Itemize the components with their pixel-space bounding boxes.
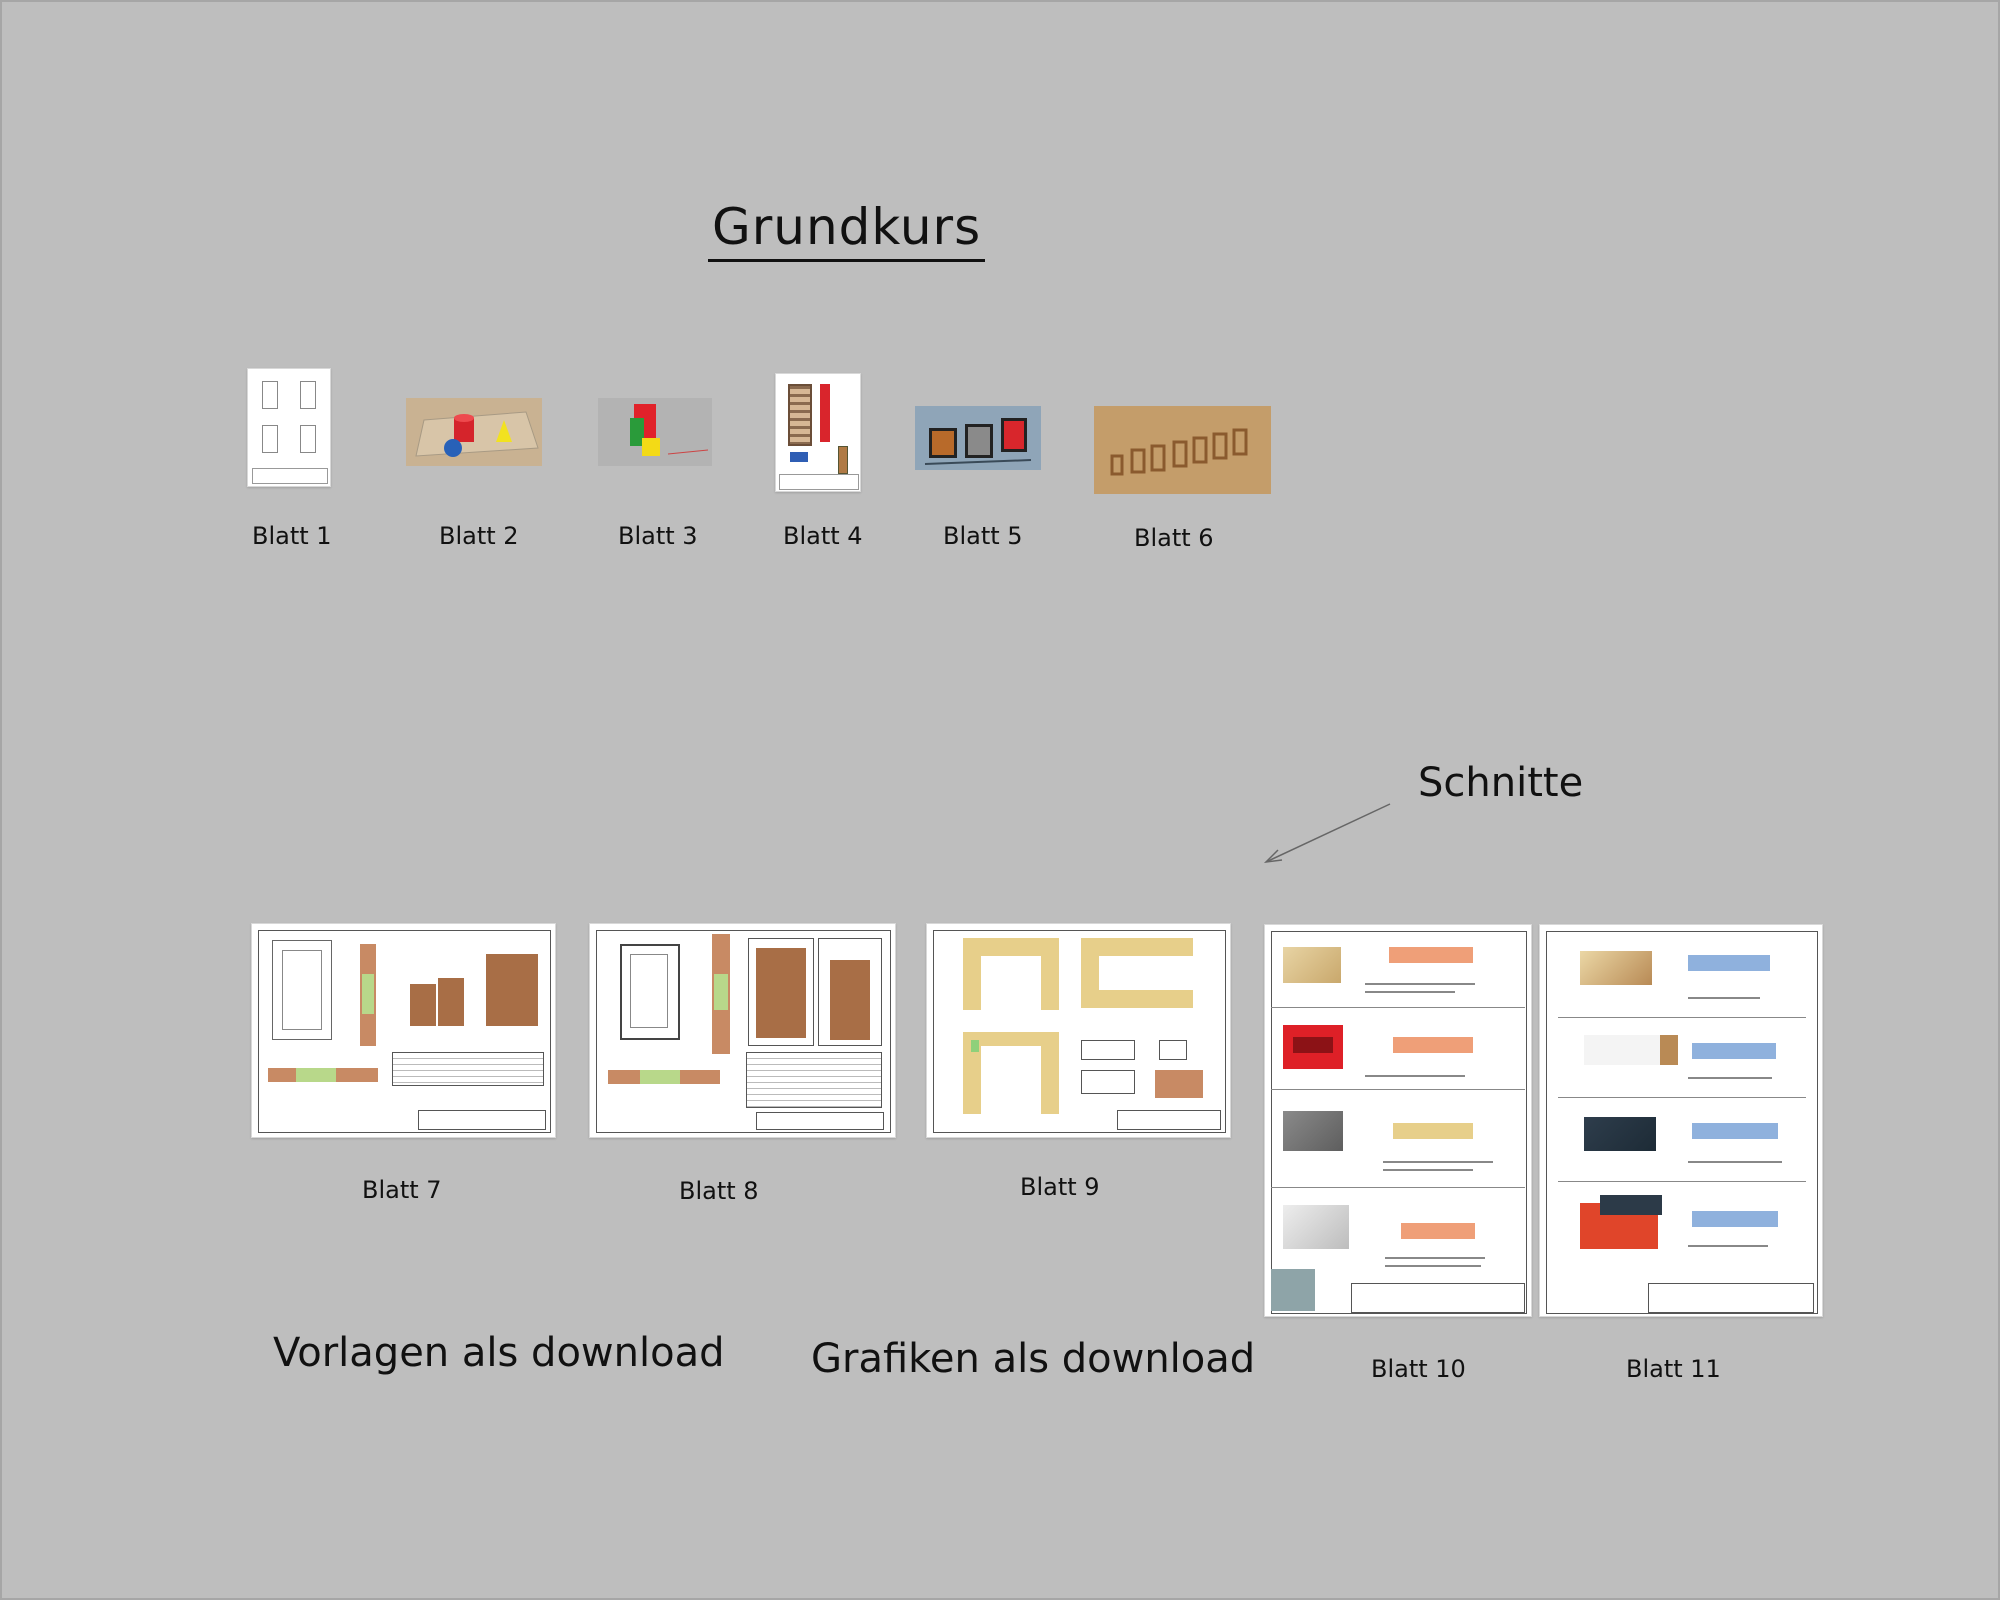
label-blatt-9: Blatt 9 <box>1020 1173 1100 1201</box>
thumbnail-blatt-5[interactable] <box>915 406 1041 470</box>
grafiken-download-link[interactable]: Grafiken als download <box>811 1336 1256 1382</box>
thumbnail-blatt-11[interactable] <box>1539 924 1823 1317</box>
thumbnail-blatt-1[interactable] <box>247 368 331 487</box>
thumbnail-blatt-9[interactable] <box>926 923 1231 1138</box>
arrow-icon <box>1260 800 1400 880</box>
label-blatt-6: Blatt 6 <box>1134 524 1214 552</box>
label-blatt-10: Blatt 10 <box>1371 1355 1466 1383</box>
thumbnail-blatt-2[interactable] <box>406 398 542 466</box>
label-blatt-5: Blatt 5 <box>943 522 1023 550</box>
label-blatt-7: Blatt 7 <box>362 1176 442 1204</box>
label-blatt-8: Blatt 8 <box>679 1177 759 1205</box>
label-blatt-11: Blatt 11 <box>1626 1355 1721 1383</box>
thumbnail-blatt-8[interactable] <box>589 923 896 1138</box>
label-blatt-1: Blatt 1 <box>252 522 332 550</box>
thumbnail-blatt-6[interactable] <box>1094 406 1271 494</box>
label-blatt-4: Blatt 4 <box>783 522 863 550</box>
label-blatt-3: Blatt 3 <box>618 522 698 550</box>
page-title: Grundkurs <box>708 200 985 262</box>
thumbnail-blatt-4[interactable] <box>775 373 861 492</box>
thumbnail-blatt-3[interactable] <box>598 398 712 466</box>
thumbnail-blatt-7[interactable] <box>251 923 556 1138</box>
schnitte-label: Schnitte <box>1418 760 1584 806</box>
thumbnail-blatt-10[interactable] <box>1264 924 1532 1317</box>
vorlagen-download-link[interactable]: Vorlagen als download <box>273 1330 725 1376</box>
label-blatt-2: Blatt 2 <box>439 522 519 550</box>
